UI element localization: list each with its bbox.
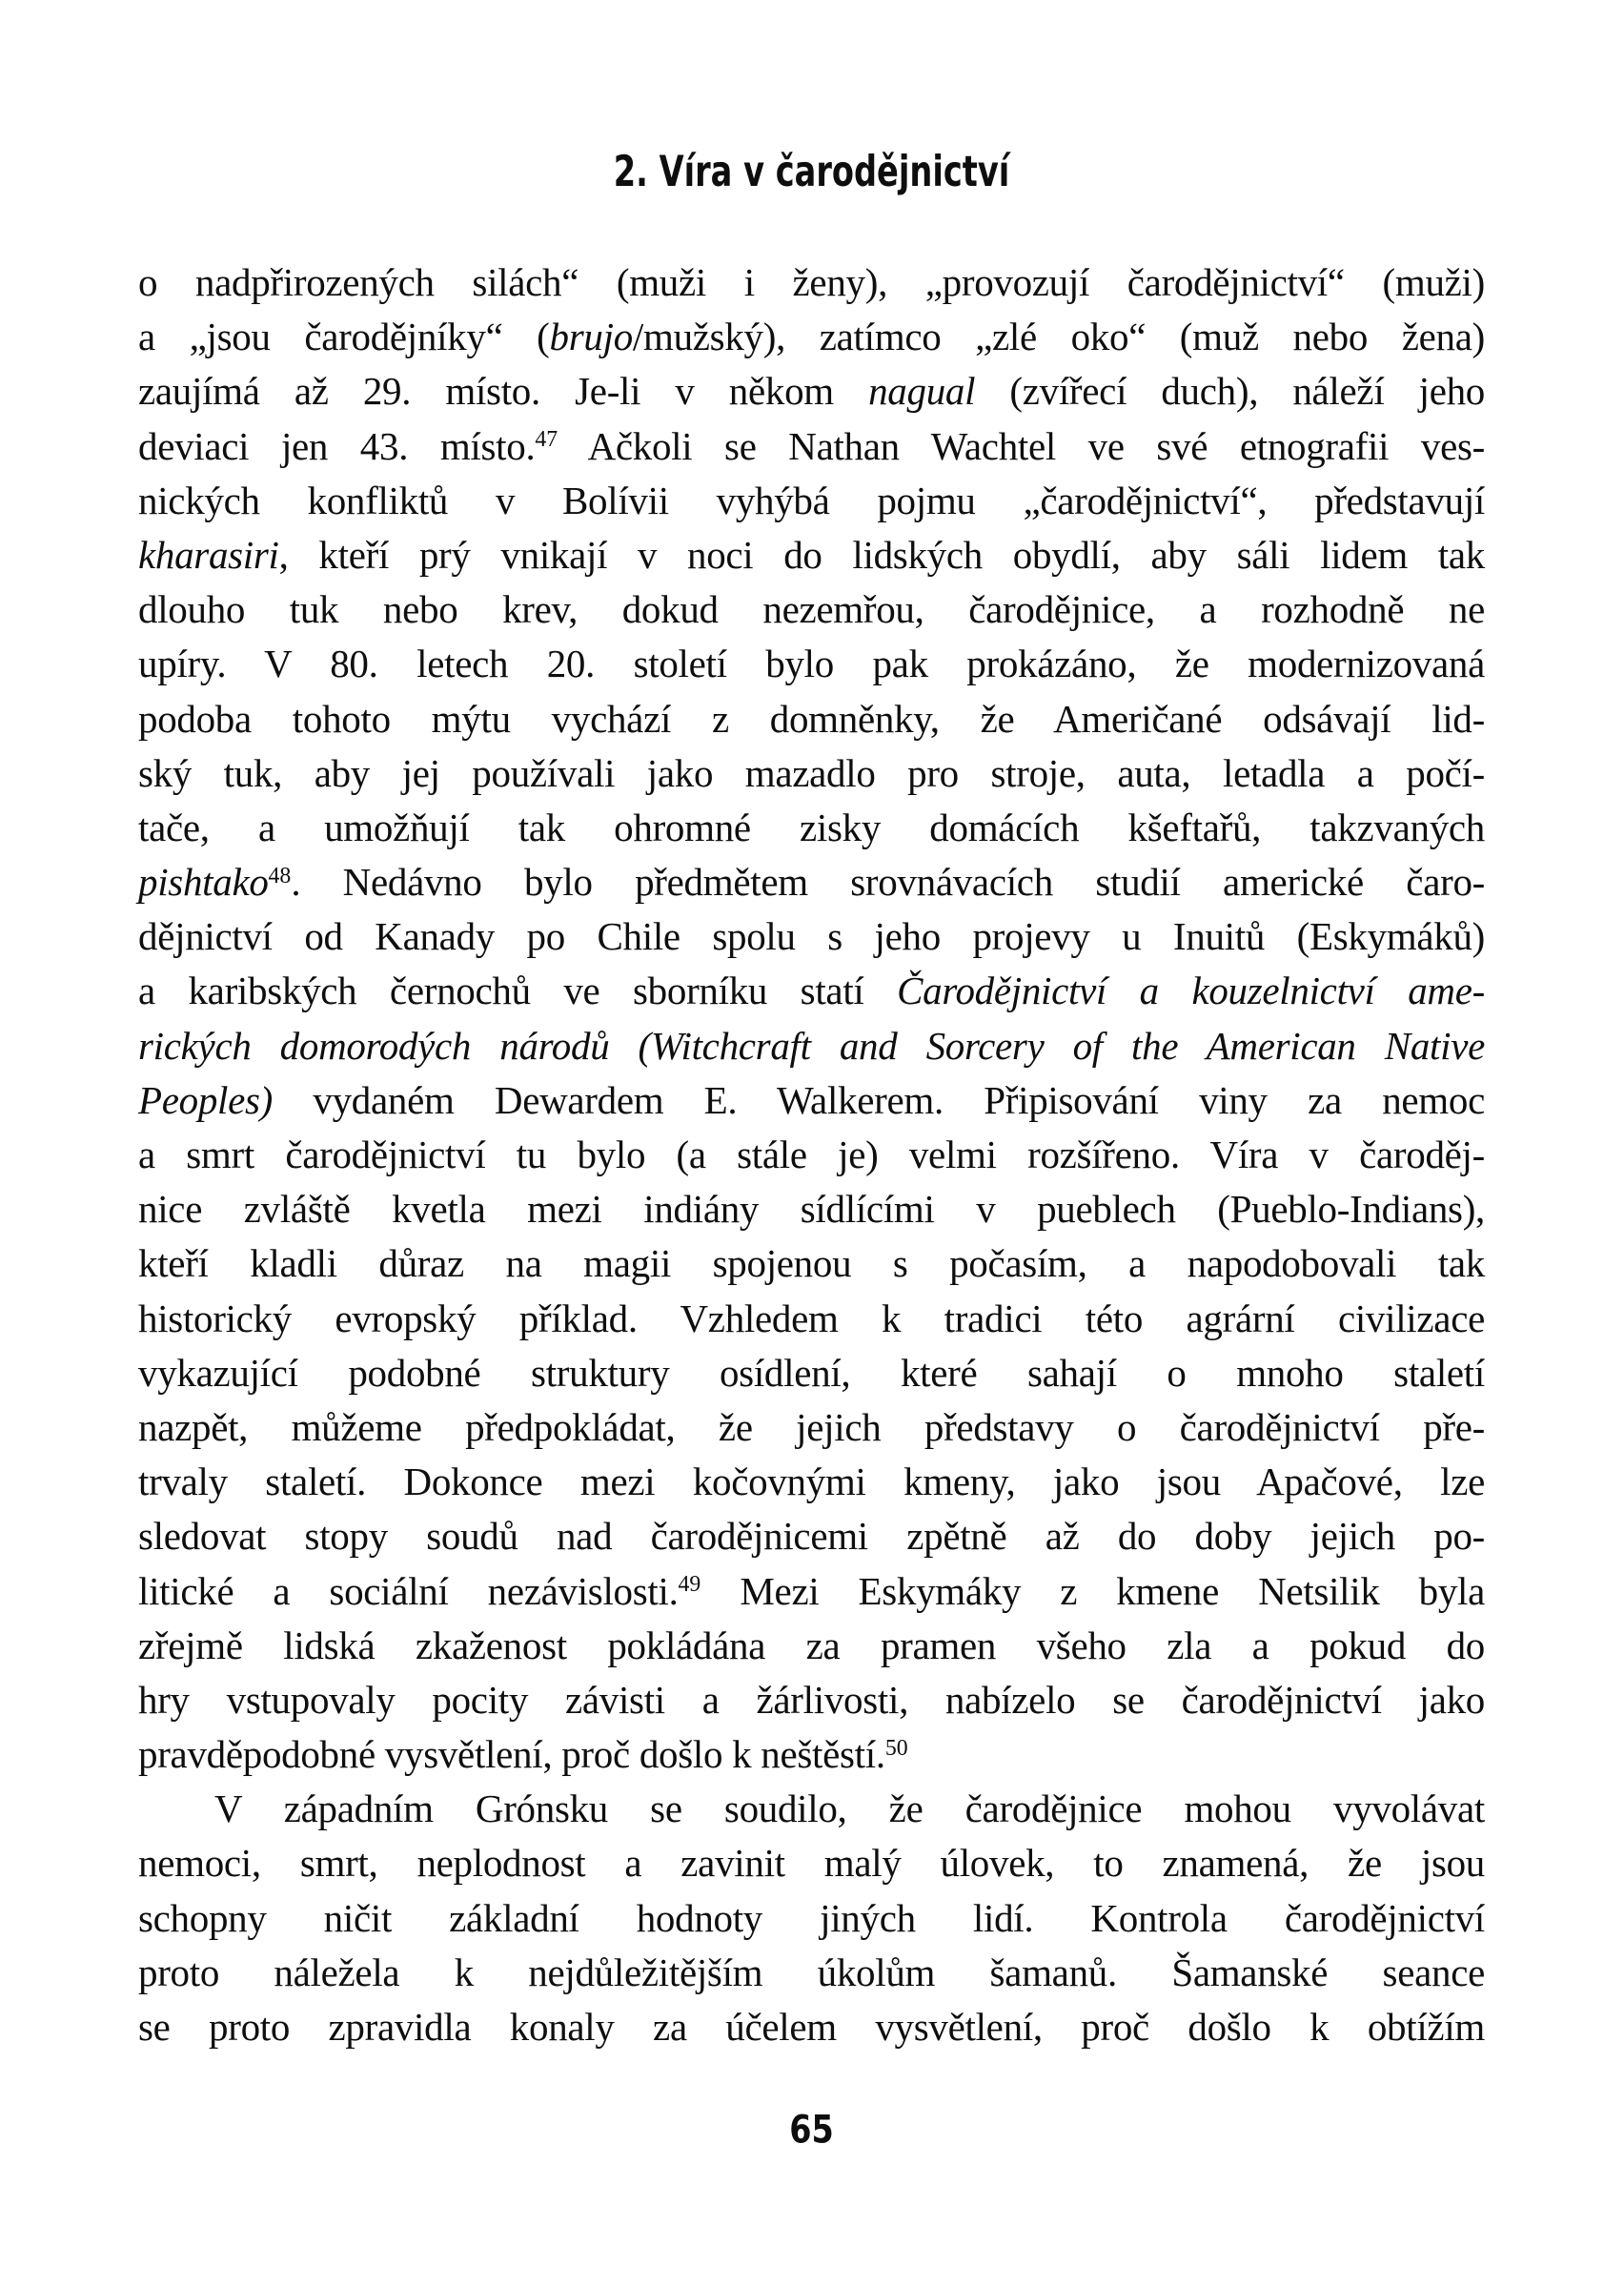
text-line [138, 855, 1485, 909]
text-line [138, 2000, 1485, 2054]
text-segment: brujo [549, 315, 633, 359]
text-line [138, 1836, 1485, 1890]
text-segment: V západním Grónsku se soudilo, že čarodějnice mohou vyvolávat [214, 1787, 1485, 1831]
text-line [138, 1346, 1485, 1400]
text-segment: tače, a umožňují tak ohromné zisky domácích kšeftařů, takzvaných [138, 805, 1485, 849]
text-segment: schopny ničit základní hodnoty jiných lidí. Kontrola čarodějnictví [138, 1895, 1485, 1940]
text-segment: , kteří prý vnikají v noci do lidských obydlí, aby sáli lidem tak [278, 532, 1485, 577]
text-segment: dlouho tuk nebo krev, dokud nezemřou, čarodějnice, a rozhodně ne [138, 587, 1485, 632]
text-segment: /mužský), zatímco „zlé oko“ (muž nebo žena) [632, 315, 1486, 359]
text-line [138, 692, 1485, 746]
page-number: 65 [789, 2107, 834, 2153]
text-line [138, 364, 1485, 419]
text-segment: trvaly staletí. Dokonce mezi kočovnými kmeny, jako jsou Apačové, lze [138, 1460, 1485, 1504]
text-segment: vydaném Dewardem E. Walkerem. Připisování viny za nemoc [273, 1077, 1485, 1122]
text-segment: pishtako [138, 860, 269, 905]
text-line [138, 637, 1485, 691]
text-segment: nazpět, můžeme předpokládat, že jejich představy o čarodějnictví pře- [138, 1404, 1485, 1449]
text-segment: hry vstupovaly pocity závisti a žárlivosti, nabízelo se čarodějnictví jako [138, 1677, 1485, 1722]
text-segment: proto náležela k nejdůležitějším úkolům šamanů. Šamanské seance [138, 1950, 1485, 1994]
text-line [138, 1128, 1485, 1182]
text-line [138, 1564, 1485, 1619]
text-segment: litické a sociální nezávislosti. [138, 1568, 679, 1613]
text-line [138, 474, 1485, 528]
text-line [138, 1619, 1485, 1673]
footnote-marker: 50 [884, 1735, 908, 1761]
text-segment: Mezi Eskymáky z kmene Netsilik byla [700, 1568, 1486, 1613]
text-line [138, 255, 1485, 310]
text-segment: se proto zpravidla konaly za účelem vysvětlení, proč došlo k obtížím [138, 2005, 1485, 2049]
text-line [138, 1236, 1485, 1291]
text-segment: kteří kladli důraz na magii spojenou s počasím, a napodobovali tak [138, 1241, 1485, 1286]
text-line [138, 1673, 1485, 1727]
text-segment: sledovat stopy soudů nad čarodějnicemi zpětně až do doby jejich po- [138, 1514, 1485, 1559]
text-segment: o nadpřirozených silách“ (muži i ženy), „provozují čarodějnictví“ (muži) [138, 260, 1485, 304]
text-line [138, 582, 1485, 637]
text-segment: podoba tohoto mýtu vychází z domněnky, že Američané odsávají lid- [138, 696, 1485, 741]
text-line [138, 964, 1485, 1018]
text-line [138, 1891, 1485, 1946]
text-line [138, 528, 1485, 582]
text-line [138, 310, 1485, 364]
text-segment: nagual [868, 369, 976, 414]
footnote-marker: 47 [535, 427, 558, 453]
text-segment: a karibských černochů ve sborníku statí [138, 969, 898, 1013]
text-segment: nických konfliktů v Bolívii vyhýbá pojmu „čarodějnictví“, představují [138, 478, 1485, 522]
text-segment: a „jsou čarodějníky“ ( [138, 315, 550, 359]
text-segment: nice zvláště kvetla mezi indiány sídlícími v pueblech (Pueblo-Indians), [138, 1187, 1485, 1232]
text-segment: upíry. V 80. letech 20. století bylo pak prokázáno, že modernizovaná [138, 642, 1485, 686]
footnote-marker: 49 [678, 1572, 701, 1598]
text-segment: historický evropský příklad. Vzhledem k tradici této agrární civilizace [138, 1296, 1485, 1340]
text-line [138, 909, 1485, 964]
text-segment: dějnictví od Kanady po Chile spolu s jeho projevy u Inuitů (Eskymáků) [138, 914, 1485, 959]
text-segment: zřejmě lidská zkaženost pokládána za pramen všeho zla a pokud do [138, 1623, 1485, 1667]
text-segment: kharasiri [138, 532, 279, 577]
text-segment: rických domorodých národů (Witchcraft and Sorcery of the American Native [138, 1023, 1485, 1068]
text-segment: Ačkoli se Nathan Wachtel ve své etnografii ves- [558, 423, 1485, 468]
text-line [138, 1946, 1485, 2000]
text-segment: Čarodějnictví a kouzelnictví ame- [897, 969, 1485, 1013]
text-line [138, 801, 1485, 855]
text-line [138, 1073, 1485, 1128]
text-line [138, 1509, 1485, 1563]
text-line [138, 1455, 1485, 1509]
chapter-running-head: 2. Víra v čarodějnictví [613, 147, 1010, 196]
text-segment: vykazující podobné struktury osídlení, které sahají o mnoho staletí [138, 1350, 1485, 1395]
text-segment: pravděpodobné vysvětlení, proč došlo k neštěstí. [138, 1732, 885, 1777]
text-line [138, 1727, 1485, 1782]
text-line [138, 1400, 1485, 1455]
text-segment: ský tuk, aby jej používali jako mazadlo pro stroje, auta, letadla a počí- [138, 750, 1485, 795]
text-segment: Peoples) [138, 1077, 274, 1122]
text-line [138, 1782, 1485, 1836]
text-line [138, 746, 1485, 801]
text-segment: nemoci, smrt, neplodnost a zavinit malý úlovek, to znamená, že jsou [138, 1841, 1485, 1886]
text-segment: deviaci jen 43. místo. [138, 423, 536, 468]
footnote-marker: 48 [268, 863, 292, 888]
body-text [138, 255, 1485, 2054]
text-segment: (zvířecí duch), náleží jeho [975, 369, 1485, 414]
text-line [138, 1019, 1485, 1073]
text-line [138, 1182, 1485, 1236]
text-segment: a smrt čarodějnictví tu bylo (a stále je) velmi rozšířeno. Víra v čaroděj- [138, 1133, 1485, 1176]
text-line [138, 1292, 1485, 1346]
text-line [138, 419, 1485, 474]
text-segment: zaujímá až 29. místo. Je-li v někom [138, 369, 869, 414]
text-segment: . Nedávno bylo předmětem srovnávacích studií americké čaro- [291, 860, 1485, 905]
